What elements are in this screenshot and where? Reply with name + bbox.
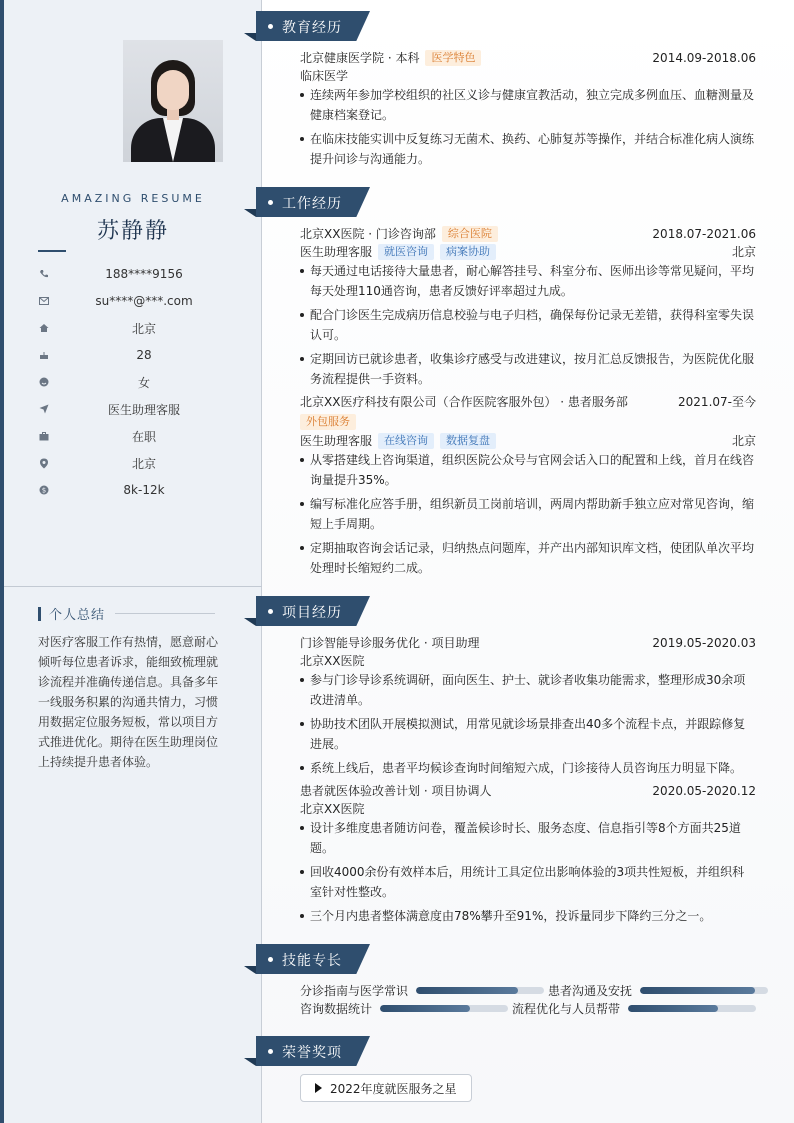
smile-icon <box>38 376 50 388</box>
salary-icon <box>38 484 50 496</box>
info-home <box>38 319 238 337</box>
skill-name: 咨询数据统计 <box>300 1002 373 1016</box>
summary-heading-line <box>115 613 215 614</box>
skill-item <box>300 1000 508 1017</box>
name-underline <box>38 250 66 252</box>
project2-org-row <box>300 800 756 818</box>
skill-item <box>512 1000 756 1017</box>
list-item: 定期回访已就诊患者，收集诊疗感受与改进建议，按月汇总反馈报告，为医院优化服务流程提供一手资料。 <box>300 349 756 389</box>
candidate-name: 苏静静 <box>96 219 169 244</box>
list-item: 系统上线后，患者平均候诊查询时间缩短六成，门诊接待人员咨询压力明显下降。 <box>300 758 756 778</box>
section-honors-header <box>246 1036 370 1066</box>
job2-company-row <box>300 393 756 411</box>
salary-value: 8k-12k <box>123 483 165 497</box>
amazing-resume-label: AMAZING RESUME <box>61 192 205 205</box>
info-phone <box>38 265 238 283</box>
education-tag: 医学特色 <box>425 50 481 66</box>
section-projects-header <box>246 596 370 626</box>
project2-org: 北京XX医院 <box>300 802 365 816</box>
cake-icon <box>38 349 50 361</box>
job2-date: 2021.07-至今 <box>678 395 756 409</box>
job1-role-tag: 病案协助 <box>440 244 496 260</box>
gender-value: 女 <box>137 375 150 390</box>
job2-company: 北京XX医疗科技有限公司（合作医院客服外包） · 患者服务部 <box>300 395 628 409</box>
award-badge <box>300 1074 472 1102</box>
section-skills-title: 技能专长 <box>282 953 342 969</box>
project1-bullets <box>300 670 756 782</box>
job2-role: 医生助理客服 <box>300 434 373 448</box>
info-location <box>38 454 238 472</box>
location-value: 北京 <box>131 456 156 471</box>
list-item: 协助技术团队开展模拟测试，用常见就诊场景排查出40多个流程卡点，并跟踪修复进展。 <box>300 714 756 754</box>
job1-role-row <box>300 243 756 261</box>
skill-bar <box>380 1005 508 1012</box>
info-email <box>38 292 238 310</box>
skill-item <box>548 982 768 999</box>
job1-role-tag: 就医咨询 <box>378 244 434 260</box>
job2-role-tag: 数据复盘 <box>440 433 496 449</box>
education-date: 2014.09-2018.06 <box>652 51 756 65</box>
project2-date: 2020.05-2020.12 <box>652 784 756 798</box>
briefcase-icon <box>38 430 50 442</box>
email-value: su****@***.com <box>95 294 193 308</box>
skill-bar <box>416 987 544 994</box>
profile-photo <box>123 40 223 162</box>
home-value: 北京 <box>131 321 156 336</box>
skill-bar-fill <box>416 987 518 994</box>
job2-tag-row <box>300 414 756 430</box>
phone-value: 188****9156 <box>105 267 183 281</box>
skill-item <box>300 982 544 999</box>
list-item: 回收4000余份有效样本后，用统计工具定位出影响体验的3项共性短板，并组织科室针对性整改。 <box>300 862 756 902</box>
section-education-title: 教育经历 <box>282 20 342 36</box>
info-status <box>38 427 238 445</box>
skill-bar <box>640 987 768 994</box>
info-gender <box>38 373 238 391</box>
job2-city: 北京 <box>731 434 756 448</box>
info-salary <box>38 481 238 499</box>
project1-org-row <box>300 652 756 670</box>
list-item: 连续两年参加学校组织的社区义诊与健康宣教活动，独立完成多例血压、血糖测量及健康档案登记。 <box>300 85 756 125</box>
section-work-header <box>246 187 370 217</box>
project1-name: 门诊智能导诊服务优化 · 项目助理 <box>300 636 480 650</box>
skill-bar-fill <box>628 1005 718 1012</box>
job1-role: 医生助理客服 <box>300 245 373 259</box>
sidebar-divider <box>4 586 266 587</box>
summary-text: 对医疗客服工作有热情，愿意耐心倾听每位患者诉求，能细致梳理就诊流程并准确传递信息。具备多年一线服务积累的沟通共情力，习惯用数据定位服务短板，常以项目方式推进优化。期待在医生助理岗位上持续提升患者体验。 <box>38 635 219 769</box>
play-icon <box>315 1083 322 1093</box>
list-item: 参与门诊导诊系统调研，面向医生、护士、就诊者收集功能需求，整理形成30余项改进清单。 <box>300 670 756 710</box>
project2-name: 患者就医体验改善计划 · 项目协调人 <box>300 784 492 798</box>
mail-icon <box>38 295 50 307</box>
project2-title-row <box>300 782 756 800</box>
list-item: 设计多维度患者随访问卷，覆盖候诊时长、服务态度、信息指引等8个方面共25道题。 <box>300 818 756 858</box>
main-content <box>262 0 794 1123</box>
home-icon <box>38 322 50 334</box>
skill-bar-fill <box>380 1005 470 1012</box>
section-education-header <box>246 11 370 41</box>
summary-heading-bar <box>38 607 41 621</box>
list-item: 配合门诊医生完成病历信息校验与电子归档，确保每份记录无差错，获得科室零失误认可。 <box>300 305 756 345</box>
project1-org: 北京XX医院 <box>300 654 365 668</box>
skill-bar <box>628 1005 756 1012</box>
education-school-row <box>300 49 756 67</box>
list-item: 从零搭建线上咨询渠道，组织医院公众号与官网会话入口的配置和上线，首月在线咨询量提升35%。 <box>300 450 756 490</box>
section-projects-title: 项目经历 <box>282 605 342 621</box>
list-item: 每天通过电话接待大量患者，耐心解答挂号、科室分布、医师出诊等常见疑问，平均每天处理110通咨询，患者反馈好评率超过九成。 <box>300 261 756 301</box>
skill-name: 分诊指南与医学常识 <box>300 984 409 998</box>
project2-bullets <box>300 818 756 930</box>
job2-role-row <box>300 432 756 450</box>
list-item: 定期抽取咨询会话记录，归纳热点问题库，并产出内部知识库文档，使团队单次平均处理时长缩短约二成。 <box>300 538 756 578</box>
position-value: 医生助理客服 <box>107 402 180 417</box>
job1-date: 2018.07-2021.06 <box>652 227 756 241</box>
award-name: 2022年度就医服务之星 <box>330 1081 457 1096</box>
sidebar <box>0 0 262 1123</box>
location-pin-icon <box>38 457 50 469</box>
info-position <box>38 400 238 418</box>
send-icon <box>38 403 50 415</box>
job1-bullets <box>300 261 756 393</box>
job1-company: 北京XX医院 · 门诊咨询部 <box>300 227 436 241</box>
job2-role-tag: 在线咨询 <box>378 433 434 449</box>
job2-company-tag: 外包服务 <box>300 414 356 430</box>
project1-date: 2019.05-2020.03 <box>652 636 756 650</box>
section-honors-title: 荣誉奖项 <box>282 1045 342 1061</box>
summary-heading-text: 个人总结 <box>49 608 106 623</box>
education-major: 临床医学 <box>300 69 349 83</box>
section-skills-header <box>246 944 370 974</box>
summary-heading <box>38 604 215 623</box>
job1-company-tag: 综合医院 <box>442 226 498 242</box>
job1-company-row <box>300 225 756 243</box>
education-bullets <box>300 85 756 173</box>
list-item: 三个月内患者整体满意度由78%攀升至91%，投诉量同步下降约三分之一。 <box>300 906 756 926</box>
skill-name: 患者沟通及安抚 <box>548 984 633 998</box>
education-school: 北京健康医学院 · 本科 <box>300 51 420 65</box>
job1-city: 北京 <box>731 245 756 259</box>
svg-text:$: $ <box>41 486 47 495</box>
skill-bar-fill <box>640 987 755 994</box>
info-age <box>38 346 238 364</box>
age-value: 28 <box>136 348 152 362</box>
skill-name: 流程优化与人员帮带 <box>512 1002 621 1016</box>
status-value: 在职 <box>131 429 156 444</box>
list-item: 编写标准化应答手册，组织新员工岗前培训，两周内帮助新手独立应对常见咨询，缩短上手周期。 <box>300 494 756 534</box>
job2-bullets <box>300 450 756 582</box>
list-item: 在临床技能实训中反复练习无菌术、换药、心肺复苏等操作，并结合标准化病人演练提升问诊与沟通能力。 <box>300 129 756 169</box>
section-work-title: 工作经历 <box>282 196 342 212</box>
project1-title-row <box>300 634 756 652</box>
education-major-row <box>300 67 756 85</box>
phone-icon <box>38 268 50 280</box>
